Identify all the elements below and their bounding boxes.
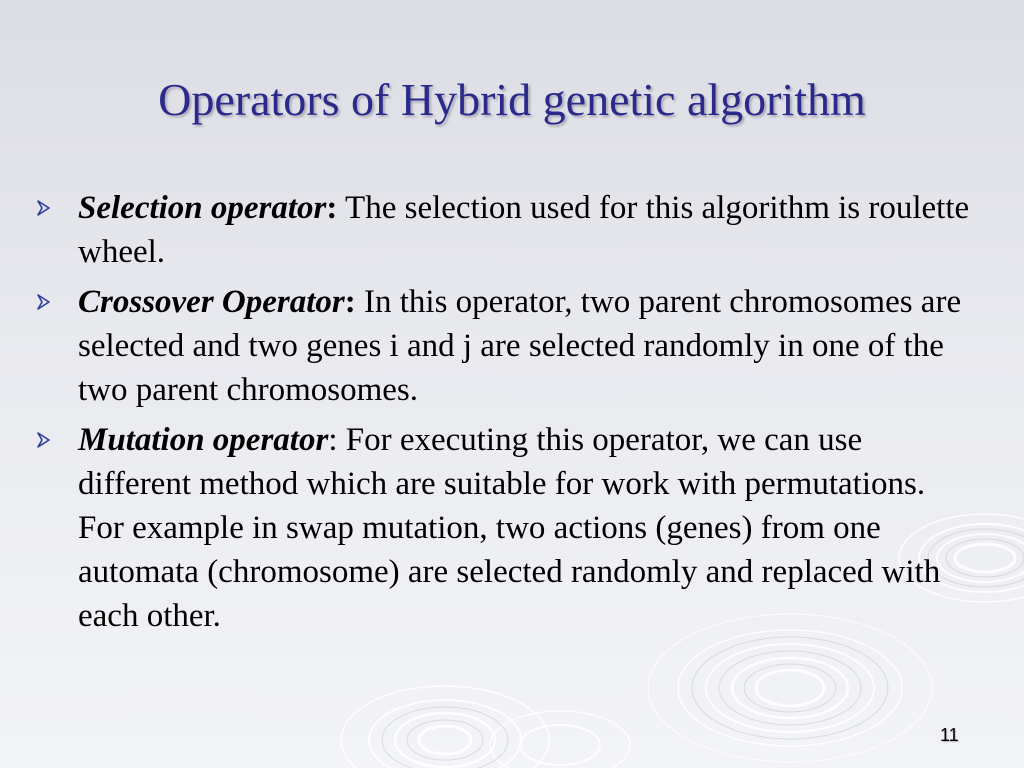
bullet-term: Mutation operator (78, 422, 329, 458)
bullet-text: In this operator, two parent chromosomes are selected and two genes i and j are selected randomly in one of the two parent chromosomes. (78, 284, 962, 408)
bullet-separator: : (344, 284, 356, 320)
page-number: 11 (940, 725, 959, 745)
bullet-selection-operator (78, 186, 978, 274)
slide-title: Operators of Hybrid genetic algorithm (158, 74, 866, 125)
arrow-right-icon (36, 431, 52, 449)
arrow-right-icon (36, 199, 52, 217)
bullet-text: For executing this operator, we can use different method which are suitable for work with permutations. For example in swap mutation, two actions (genes) from one automata (chromosome) are selected randomly and replaced with each other. (78, 422, 941, 634)
bullet-term: Selection operator (78, 190, 327, 226)
bullet-crossover-operator (78, 280, 978, 412)
arrow-right-icon (36, 293, 52, 311)
bullet-term: Crossover Operator (78, 284, 345, 320)
bullet-separator: : (328, 422, 338, 458)
bullet-list (78, 186, 978, 644)
bullet-text: The selection used for this algorithm is roulette wheel. (78, 190, 970, 270)
bullet-separator: : (326, 190, 338, 226)
bullet-mutation-operator (78, 418, 978, 638)
